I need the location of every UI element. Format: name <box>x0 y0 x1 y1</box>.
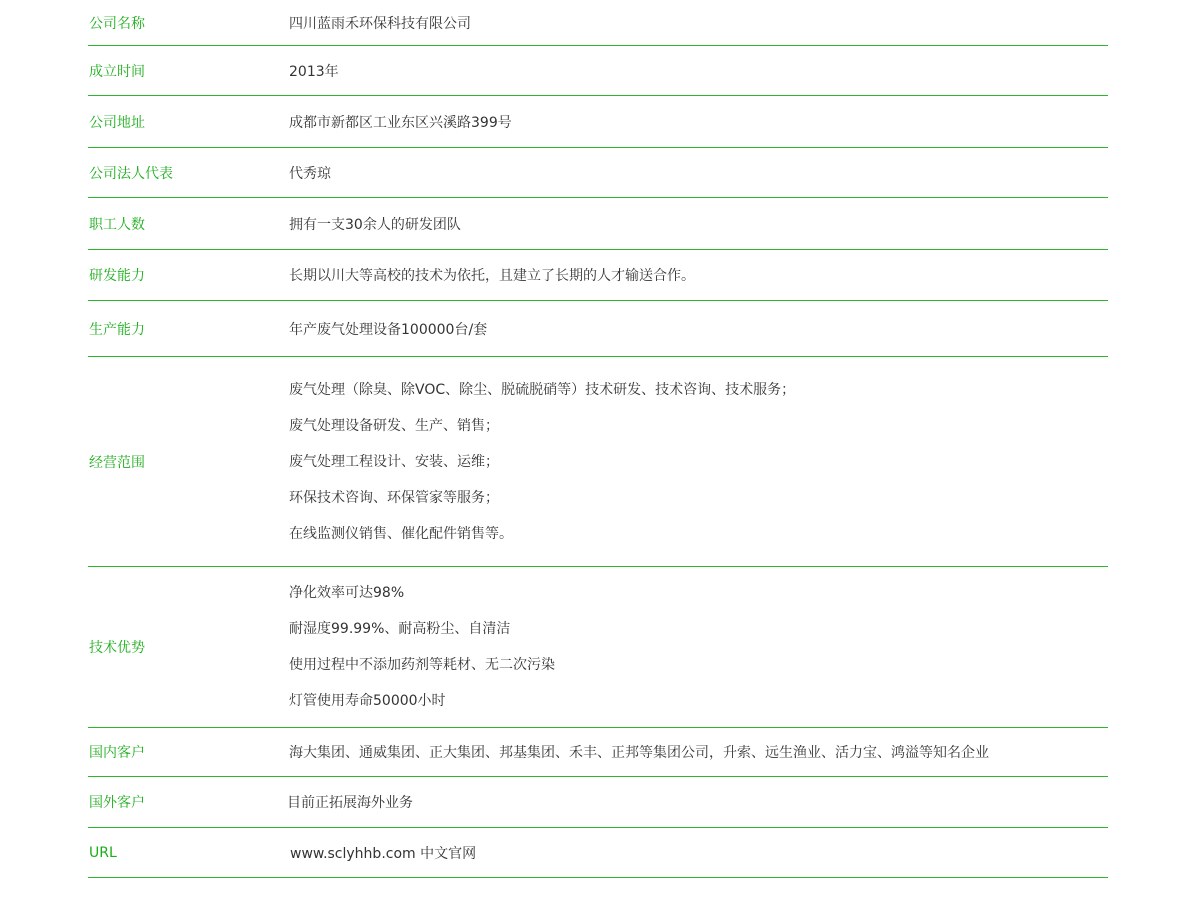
row-value: 海大集团、通威集团、正大集团、邦基集团、禾丰、正邦等集团公司，升索、远生渔业、活力宝、鸿溢等知名企业 <box>289 745 989 761</box>
row-label: 生产能力 <box>89 321 145 338</box>
table-row-legal-rep <box>88 148 1108 198</box>
website-link[interactable]: www.sclyhhb.com 中文官网 <box>290 845 477 862</box>
row-label: 职工人数 <box>89 216 145 233</box>
table-row-business-scope <box>88 357 1108 567</box>
row-value: 年产废气处理设备100000台/套 <box>289 321 488 338</box>
row-value: 目前正拓展海外业务 <box>287 795 413 811</box>
list-item: 净化效率可达98% <box>289 585 405 601</box>
row-label: 技术优势 <box>89 640 145 656</box>
row-value <box>290 828 476 877</box>
list-item: 耐湿度99.99%、耐高粉尘、自清洁 <box>289 621 511 637</box>
row-value: 长期以川大等高校的技术为依托，且建立了长期的人才输送合作。 <box>289 268 695 284</box>
table-row-domestic-clients <box>88 728 1108 777</box>
table-row-rd <box>88 250 1108 301</box>
row-label: 公司地址 <box>89 114 145 131</box>
row-label: 国内客户 <box>89 745 145 761</box>
list-item: 废气处理工程设计、安装、运维； <box>289 453 499 470</box>
list-item: 废气处理（除臭、除VOC、除尘、脱硫脱硝等）技术研发、技术咨询、技术服务； <box>289 381 796 398</box>
table-row-employees <box>88 198 1108 250</box>
row-value: 成都市新都区工业东区兴溪路399号 <box>289 114 512 131</box>
list-item: 废气处理设备研发、生产、销售； <box>289 417 499 434</box>
list-item: 环保技术咨询、环保管家等服务； <box>289 489 499 506</box>
table-row-url <box>88 828 1108 878</box>
row-value: 四川蓝雨禾环保科技有限公司 <box>289 15 471 32</box>
table-row-tech-advantage <box>88 567 1108 728</box>
row-label: URL <box>89 844 117 861</box>
row-label: 成立时间 <box>89 63 145 80</box>
table-row-company-name <box>88 0 1108 46</box>
list-item: 使用过程中不添加药剂等耗材、无二次污染 <box>289 657 555 673</box>
row-value: 2013年 <box>289 63 339 80</box>
table-row-founded <box>88 46 1108 96</box>
table-row-overseas-clients <box>88 777 1108 828</box>
row-value-list <box>289 567 555 727</box>
row-value-list <box>289 357 795 566</box>
list-item: 在线监测仪销售、催化配件销售等。 <box>289 525 513 542</box>
company-info-table <box>88 0 1108 878</box>
row-label: 国外客户 <box>89 795 145 811</box>
row-label: 公司法人代表 <box>89 165 173 182</box>
table-row-address <box>88 96 1108 148</box>
row-label: 研发能力 <box>89 268 145 284</box>
row-value: 拥有一支30余人的研发团队 <box>289 216 461 233</box>
row-label: 公司名称 <box>89 15 145 32</box>
row-value: 代秀琼 <box>289 165 331 182</box>
table-row-production <box>88 301 1108 357</box>
list-item: 灯管使用寿命50000小时 <box>289 693 446 709</box>
row-label: 经营范围 <box>89 454 145 471</box>
